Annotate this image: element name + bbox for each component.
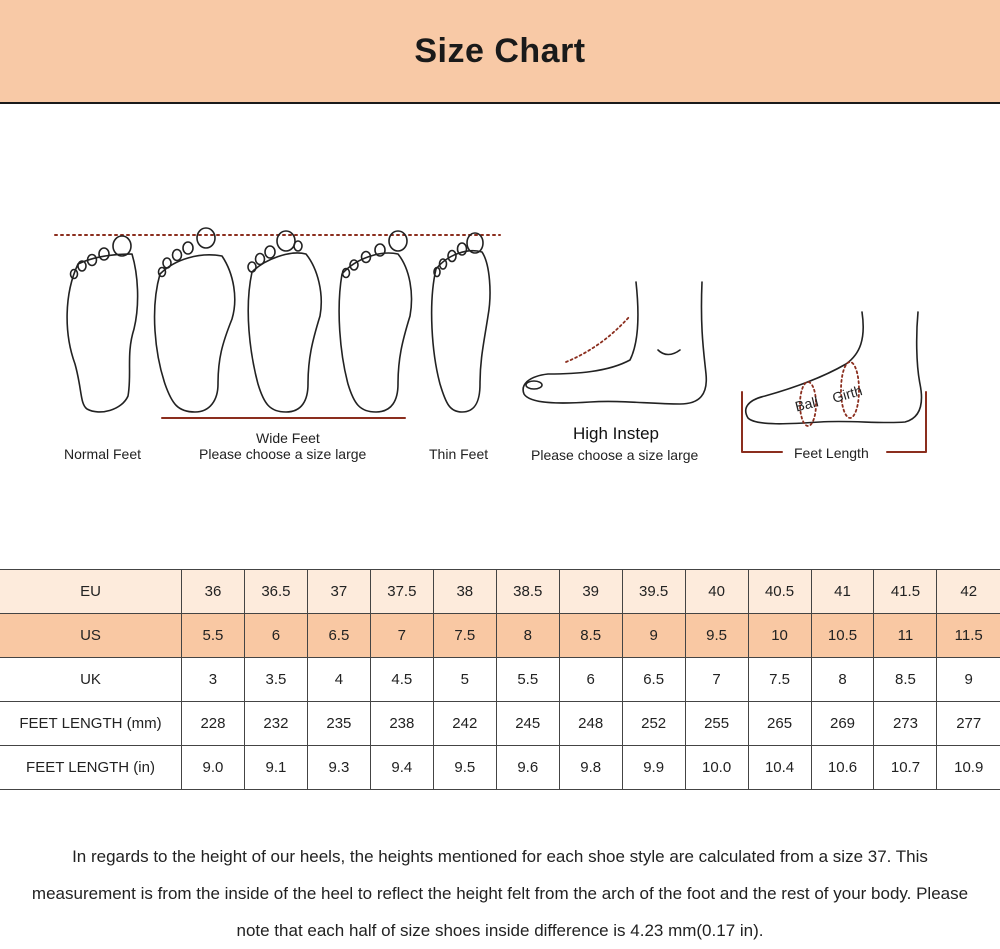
table-cell: 9 [622,614,685,658]
wide-foot-icon [155,228,235,412]
thin-feet-caption: Thin Feet [429,446,489,462]
page-title: Size Chart [414,31,586,70]
table-cell: 6 [559,658,622,702]
table-cell: 3.5 [244,658,307,702]
table-cell: 37.5 [370,570,433,614]
normal-feet-caption: Normal Feet [64,446,142,462]
ball-label: Ball [793,393,820,415]
table-cell: 10.0 [685,746,748,790]
table-cell: 248 [559,702,622,746]
table-cell: 9.4 [370,746,433,790]
table-cell: 238 [370,702,433,746]
table-cell: 5.5 [496,658,559,702]
foot-drawings [0,104,1000,564]
table-cell: 41.5 [874,570,937,614]
table-cell: 8 [496,614,559,658]
table-cell: 9.6 [496,746,559,790]
table-cell: 235 [307,702,370,746]
table-cell: 7.5 [748,658,811,702]
table-cell: 277 [937,702,1000,746]
table-cell: 7 [685,658,748,702]
row-header: FEET LENGTH (in) [0,746,182,790]
high-instep-foot-icon [523,282,706,404]
table-row [0,746,1000,790]
girth-label: Girth [830,382,864,406]
table-cell: 9.3 [307,746,370,790]
table-cell: 255 [685,702,748,746]
row-header: EU [0,570,182,614]
table-cell: 10.5 [811,614,874,658]
table-cell: 11 [874,614,937,658]
table-cell: 10.4 [748,746,811,790]
table-cell: 8 [811,658,874,702]
table-cell: 7 [370,614,433,658]
table-cell: 8.5 [874,658,937,702]
wide-feet-caption: Wide Feet [256,430,320,446]
table-cell: 5 [433,658,496,702]
wide-foot-icon [339,231,411,412]
high-instep-note: Please choose a size large [531,447,699,463]
table-cell: 36 [182,570,245,614]
table-cell: 39.5 [622,570,685,614]
page-header [0,0,1000,104]
table-cell: 9.5 [433,746,496,790]
table-row [0,614,1000,658]
table-cell: 5.5 [182,614,245,658]
table-cell: 6 [244,614,307,658]
table-cell: 9.9 [622,746,685,790]
normal-foot-icon [67,236,138,412]
wide-foot-icon [248,231,321,412]
size-chart-table [0,569,1000,790]
table-cell: 40 [685,570,748,614]
ball-girth-foot-icon [746,312,922,426]
feet-length-caption: Feet Length [794,445,869,461]
table-cell: 10.6 [811,746,874,790]
sizing-note: In regards to the height of our heels, the heights mentioned for each shoe style are calculated from a size 37. This measurement is from the inside of the heel to reflect the height felt from the arch of the foot and the rest of your body. Please note that each half of size shoes inside difference is 4.23 mm(0.17 in). [31,847,969,940]
table-cell: 6.5 [622,658,685,702]
high-instep-caption: High Instep [573,424,659,443]
table-cell: 42 [937,570,1000,614]
wide-feet-note: Please choose a size large [199,446,367,462]
table-cell: 242 [433,702,496,746]
table-cell: 9.5 [685,614,748,658]
table-cell: 11.5 [937,614,1000,658]
table-cell: 4 [307,658,370,702]
table-cell: 6.5 [307,614,370,658]
row-header: UK [0,658,182,702]
feet-length-bracket [742,392,782,452]
foot-illustrations [0,104,1000,564]
table-cell: 38 [433,570,496,614]
table-row [0,570,1000,614]
table-cell: 9 [937,658,1000,702]
thin-foot-icon [432,233,490,412]
table-cell: 232 [244,702,307,746]
table-cell: 10 [748,614,811,658]
table-cell: 37 [307,570,370,614]
table-cell: 4.5 [370,658,433,702]
table-row [0,658,1000,702]
table-row [0,702,1000,746]
table-cell: 269 [811,702,874,746]
table-cell: 10.7 [874,746,937,790]
table-cell: 245 [496,702,559,746]
table-cell: 252 [622,702,685,746]
table-cell: 36.5 [244,570,307,614]
row-header: FEET LENGTH (mm) [0,702,182,746]
table-cell: 10.9 [937,746,1000,790]
table-cell: 3 [182,658,245,702]
table-cell: 228 [182,702,245,746]
table-cell: 9.0 [182,746,245,790]
table-cell: 8.5 [559,614,622,658]
table-cell: 39 [559,570,622,614]
table-cell: 7.5 [433,614,496,658]
table-cell: 40.5 [748,570,811,614]
table-cell: 41 [811,570,874,614]
row-header: US [0,614,182,658]
table-cell: 9.1 [244,746,307,790]
table-cell: 273 [874,702,937,746]
table-cell: 265 [748,702,811,746]
table-cell: 38.5 [496,570,559,614]
table-cell: 9.8 [559,746,622,790]
